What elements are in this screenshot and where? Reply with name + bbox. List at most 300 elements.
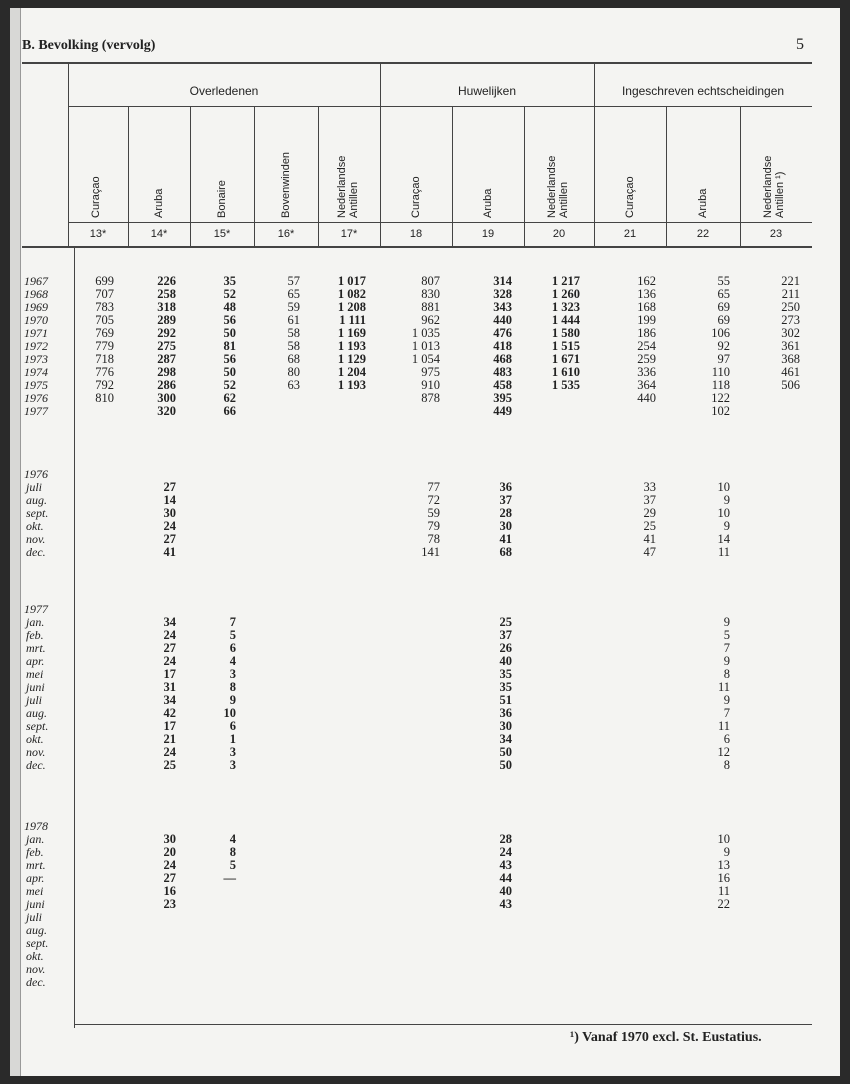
col-number: 21 bbox=[623, 228, 637, 240]
table-cell: 41 bbox=[163, 545, 176, 559]
table-cell: 162 bbox=[637, 274, 656, 288]
bottom-rule bbox=[74, 1024, 812, 1025]
table-cell: 881 bbox=[421, 300, 440, 314]
table-cell: 8 bbox=[723, 758, 730, 772]
row-label: 1971 bbox=[24, 326, 48, 340]
row-label: 1973 bbox=[24, 352, 48, 366]
table-cell: 11 bbox=[717, 545, 730, 559]
table-cell: 12 bbox=[717, 745, 730, 759]
table-cell: 22 bbox=[717, 897, 730, 911]
table-cell: 705 bbox=[95, 313, 114, 327]
table-cell: 122 bbox=[711, 391, 730, 405]
table-cell: 8 bbox=[723, 667, 730, 681]
table-cell: 211 bbox=[781, 287, 800, 301]
page-number: 5 bbox=[796, 36, 804, 53]
table-cell: 254 bbox=[637, 339, 656, 353]
col-label: Bonaire bbox=[216, 180, 228, 218]
vrule bbox=[254, 106, 255, 248]
table-cell: 336 bbox=[637, 365, 656, 379]
row-label: 1970 bbox=[24, 313, 48, 327]
table-cell: 1 bbox=[229, 732, 236, 746]
table-cell: 110 bbox=[711, 365, 730, 379]
col-number: 18 bbox=[409, 228, 423, 240]
table-cell: 55 bbox=[717, 274, 730, 288]
row-label: aug. bbox=[26, 706, 47, 720]
binding-edge bbox=[10, 8, 21, 1076]
row-label: feb. bbox=[26, 845, 44, 859]
table-cell: 1 017 bbox=[337, 274, 366, 288]
table-cell: 16 bbox=[163, 884, 176, 898]
table-cell: — bbox=[223, 871, 236, 885]
table-cell: 29 bbox=[643, 506, 656, 520]
table-cell: 97 bbox=[717, 352, 730, 366]
row-label: juni bbox=[26, 680, 45, 694]
table-cell: 25 bbox=[643, 519, 656, 533]
table-cell: 10 bbox=[223, 706, 236, 720]
vrule bbox=[452, 106, 453, 248]
table-cell: 11 bbox=[717, 680, 730, 694]
table-cell: 273 bbox=[781, 313, 800, 327]
table-cell: 221 bbox=[781, 274, 800, 288]
table-cell: 13 bbox=[717, 858, 730, 872]
table-cell: 962 bbox=[421, 313, 440, 327]
group-huwelijken: Huwelijken bbox=[457, 84, 517, 98]
row-label: 1975 bbox=[24, 378, 48, 392]
col-number: 15* bbox=[213, 228, 231, 240]
page-title: B. Bevolking (vervolg) bbox=[22, 38, 156, 53]
table-cell: 136 bbox=[637, 287, 656, 301]
table-cell: 27 bbox=[163, 871, 176, 885]
table-cell: 328 bbox=[493, 287, 512, 301]
table-cell: 33 bbox=[643, 480, 656, 494]
row-label: feb. bbox=[26, 628, 44, 642]
table-cell: 792 bbox=[95, 378, 114, 392]
table-cell: 27 bbox=[163, 532, 176, 546]
table-cell: 23 bbox=[163, 897, 176, 911]
table-cell: 1 217 bbox=[551, 274, 580, 288]
table-cell: 62 bbox=[223, 391, 236, 405]
table-cell: 24 bbox=[499, 845, 512, 859]
table-cell: 34 bbox=[163, 693, 176, 707]
table-cell: 878 bbox=[421, 391, 440, 405]
table-cell: 830 bbox=[421, 287, 440, 301]
vrule bbox=[128, 106, 129, 248]
table-cell: 79 bbox=[427, 519, 440, 533]
table-cell: 81 bbox=[223, 339, 236, 353]
table-cell: 17 bbox=[163, 719, 176, 733]
table-cell: 449 bbox=[493, 404, 512, 418]
table-cell: 10 bbox=[717, 832, 730, 846]
col-number: 13* bbox=[89, 228, 107, 240]
section-year: 1977 bbox=[24, 602, 48, 616]
table-cell: 343 bbox=[493, 300, 512, 314]
row-label: 1968 bbox=[24, 287, 48, 301]
table-cell: 34 bbox=[499, 732, 512, 746]
table-cell: 65 bbox=[287, 287, 300, 301]
table-cell: 42 bbox=[163, 706, 176, 720]
col-label: Aruba bbox=[153, 188, 165, 218]
table-cell: 468 bbox=[493, 352, 512, 366]
row-label: nov. bbox=[26, 532, 46, 546]
row-label: nov. bbox=[26, 962, 46, 976]
table-cell: 30 bbox=[163, 832, 176, 846]
table-cell: 43 bbox=[499, 897, 512, 911]
row-label: sept. bbox=[26, 936, 49, 950]
table-cell: 9 bbox=[723, 615, 730, 629]
col-label: Nederlandse Antillen ¹) bbox=[762, 155, 786, 218]
table-cell: 3 bbox=[229, 745, 236, 759]
table-cell: 102 bbox=[711, 404, 730, 418]
table-cell: 28 bbox=[499, 832, 512, 846]
table-cell: 27 bbox=[163, 480, 176, 494]
table-cell: 298 bbox=[157, 365, 176, 379]
table-cell: 92 bbox=[717, 339, 730, 353]
table-cell: 718 bbox=[95, 352, 114, 366]
table-cell: 8 bbox=[229, 680, 236, 694]
table-cell: 3 bbox=[229, 758, 236, 772]
row-label: sept. bbox=[26, 719, 49, 733]
table-cell: 37 bbox=[643, 493, 656, 507]
table-cell: 78 bbox=[427, 532, 440, 546]
vrule bbox=[190, 106, 191, 248]
table-cell: 31 bbox=[163, 680, 176, 694]
row-label: juli bbox=[26, 910, 43, 924]
row-label: 1974 bbox=[24, 365, 48, 379]
table-cell: 286 bbox=[157, 378, 176, 392]
table-cell: 65 bbox=[717, 287, 730, 301]
table-cell: 14 bbox=[717, 532, 730, 546]
table-cell: 1 111 bbox=[339, 313, 366, 327]
table-cell: 66 bbox=[223, 404, 236, 418]
table-cell: 50 bbox=[223, 365, 236, 379]
table-cell: 25 bbox=[499, 615, 512, 629]
table-cell: 72 bbox=[427, 493, 440, 507]
row-label: nov. bbox=[26, 745, 46, 759]
table-cell: 44 bbox=[499, 871, 512, 885]
col-label: Aruba bbox=[697, 188, 709, 218]
table-cell: 368 bbox=[781, 352, 800, 366]
table-cell: 16 bbox=[717, 871, 730, 885]
row-label: 1976 bbox=[24, 391, 48, 405]
table-cell: 1 013 bbox=[411, 339, 440, 353]
table-cell: 440 bbox=[493, 313, 512, 327]
table-cell: 7 bbox=[723, 641, 730, 655]
table-cell: 476 bbox=[493, 326, 512, 340]
vrule bbox=[68, 64, 69, 248]
row-label: okt. bbox=[26, 732, 44, 746]
table-cell: 141 bbox=[421, 545, 440, 559]
table-cell: 1 035 bbox=[411, 326, 440, 340]
row-label: juli bbox=[26, 480, 43, 494]
col-label: Curaçao bbox=[410, 176, 422, 218]
table-cell: 9 bbox=[723, 845, 730, 859]
table-cell: 37 bbox=[499, 493, 512, 507]
table-cell: 807 bbox=[421, 274, 440, 288]
section-year: 1978 bbox=[24, 819, 48, 833]
row-label: dec. bbox=[26, 545, 46, 559]
table-cell: 52 bbox=[223, 287, 236, 301]
table-cell: 318 bbox=[157, 300, 176, 314]
table-cell: 56 bbox=[223, 313, 236, 327]
table-cell: 1 082 bbox=[337, 287, 366, 301]
col-label: Curaçao bbox=[90, 176, 102, 218]
row-label: 1977 bbox=[24, 404, 48, 418]
row-label: mei bbox=[26, 884, 44, 898]
table-cell: 910 bbox=[421, 378, 440, 392]
table-cell: 43 bbox=[499, 858, 512, 872]
table-cell: 1 208 bbox=[337, 300, 366, 314]
table-cell: 506 bbox=[781, 378, 800, 392]
col-label: Nederlandse Antillen bbox=[336, 155, 360, 218]
col-number: 16* bbox=[277, 228, 295, 240]
table-cell: 77 bbox=[427, 480, 440, 494]
table-cell: 61 bbox=[287, 313, 300, 327]
table-cell: 14 bbox=[163, 493, 176, 507]
table-cell: 395 bbox=[493, 391, 512, 405]
table-cell: 418 bbox=[493, 339, 512, 353]
col-number: 17* bbox=[340, 228, 358, 240]
table-cell: 118 bbox=[711, 378, 730, 392]
table-cell: 24 bbox=[163, 858, 176, 872]
table-cell: 50 bbox=[223, 326, 236, 340]
group-overleden: Overledenen bbox=[189, 84, 259, 98]
table-cell: 59 bbox=[427, 506, 440, 520]
table-cell: 1 323 bbox=[551, 300, 580, 314]
row-label: okt. bbox=[26, 949, 44, 963]
row-label: juli bbox=[26, 693, 43, 707]
row-label: mei bbox=[26, 667, 44, 681]
table-cell: 9 bbox=[229, 693, 236, 707]
table-cell: 68 bbox=[287, 352, 300, 366]
table-cell: 302 bbox=[781, 326, 800, 340]
table-cell: 199 bbox=[637, 313, 656, 327]
table-cell: 106 bbox=[711, 326, 730, 340]
row-label: 1969 bbox=[24, 300, 48, 314]
col-label: Bovenwinden bbox=[280, 151, 292, 218]
table-cell: 5 bbox=[229, 628, 236, 642]
table-cell: 314 bbox=[493, 274, 512, 288]
table-cell: 10 bbox=[717, 506, 730, 520]
top-rule bbox=[22, 62, 812, 64]
table-cell: 9 bbox=[723, 693, 730, 707]
table-cell: 58 bbox=[287, 326, 300, 340]
table-cell: 59 bbox=[287, 300, 300, 314]
table-cell: 1 193 bbox=[337, 339, 366, 353]
table-cell: 21 bbox=[163, 732, 176, 746]
table-cell: 50 bbox=[499, 745, 512, 759]
table-cell: 58 bbox=[287, 339, 300, 353]
header-bottom-rule bbox=[22, 246, 812, 248]
footnote: ¹) Vanaf 1970 excl. St. Eustatius. bbox=[570, 1030, 762, 1045]
table-cell: 699 bbox=[95, 274, 114, 288]
row-label: dec. bbox=[26, 975, 46, 989]
table-cell: 47 bbox=[643, 545, 656, 559]
table-cell: 292 bbox=[157, 326, 176, 340]
col-label: Nederlandse Antillen bbox=[546, 155, 570, 218]
table-cell: 68 bbox=[499, 545, 512, 559]
table-cell: 30 bbox=[499, 719, 512, 733]
table-cell: 40 bbox=[499, 884, 512, 898]
table-cell: 8 bbox=[229, 845, 236, 859]
table-cell: 27 bbox=[163, 641, 176, 655]
table-cell: 707 bbox=[95, 287, 114, 301]
table-cell: 1 169 bbox=[337, 326, 366, 340]
vrule bbox=[524, 106, 525, 248]
table-cell: 458 bbox=[493, 378, 512, 392]
table-cell: 35 bbox=[223, 274, 236, 288]
table-cell: 4 bbox=[229, 654, 236, 668]
table-cell: 810 bbox=[95, 391, 114, 405]
row-label: mrt. bbox=[26, 641, 46, 655]
table-cell: 776 bbox=[95, 365, 114, 379]
group-rule bbox=[68, 106, 812, 107]
col-label: Aruba bbox=[482, 188, 494, 218]
col-number: 14* bbox=[150, 228, 168, 240]
col-number: 19 bbox=[481, 228, 495, 240]
table-cell: 41 bbox=[643, 532, 656, 546]
table-cell: 26 bbox=[499, 641, 512, 655]
table-cell: 226 bbox=[157, 274, 176, 288]
table-cell: 69 bbox=[717, 300, 730, 314]
col-label: Curaçao bbox=[624, 176, 636, 218]
group-scheidingen: Ingeschreven echtscheidingen bbox=[621, 84, 785, 98]
table-cell: 9 bbox=[723, 493, 730, 507]
row-label: dec. bbox=[26, 758, 46, 772]
table-cell: 483 bbox=[493, 365, 512, 379]
table-cell: 975 bbox=[421, 365, 440, 379]
table-cell: 769 bbox=[95, 326, 114, 340]
table-cell: 11 bbox=[717, 884, 730, 898]
section-year: 1976 bbox=[24, 467, 48, 481]
table-cell: 300 bbox=[157, 391, 176, 405]
table-cell: 24 bbox=[163, 654, 176, 668]
table-cell: 35 bbox=[499, 680, 512, 694]
table-cell: 20 bbox=[163, 845, 176, 859]
document-page bbox=[10, 8, 840, 1076]
table-cell: 1 129 bbox=[337, 352, 366, 366]
table-cell: 40 bbox=[499, 654, 512, 668]
vrule bbox=[740, 106, 741, 248]
table-cell: 9 bbox=[723, 519, 730, 533]
table-cell: 56 bbox=[223, 352, 236, 366]
table-cell: 1 671 bbox=[551, 352, 580, 366]
table-cell: 186 bbox=[637, 326, 656, 340]
table-cell: 9 bbox=[723, 654, 730, 668]
table-cell: 25 bbox=[163, 758, 176, 772]
table-cell: 6 bbox=[723, 732, 730, 746]
table-cell: 36 bbox=[499, 706, 512, 720]
table-cell: 364 bbox=[637, 378, 656, 392]
row-label: jan. bbox=[26, 615, 45, 629]
vrule bbox=[666, 106, 667, 248]
table-cell: 168 bbox=[637, 300, 656, 314]
table-cell: 1 610 bbox=[551, 365, 580, 379]
row-label: 1967 bbox=[24, 274, 48, 288]
row-label: mrt. bbox=[26, 858, 46, 872]
vrule bbox=[594, 64, 595, 248]
table-cell: 10 bbox=[717, 480, 730, 494]
vrule bbox=[318, 106, 319, 248]
table-cell: 1 054 bbox=[411, 352, 440, 366]
table-cell: 1 193 bbox=[337, 378, 366, 392]
table-cell: 4 bbox=[229, 832, 236, 846]
table-cell: 11 bbox=[717, 719, 730, 733]
table-cell: 30 bbox=[499, 519, 512, 533]
table-cell: 289 bbox=[157, 313, 176, 327]
table-cell: 783 bbox=[95, 300, 114, 314]
col-number: 23 bbox=[769, 228, 783, 240]
table-cell: 3 bbox=[229, 667, 236, 681]
table-cell: 80 bbox=[287, 365, 300, 379]
table-cell: 1 260 bbox=[551, 287, 580, 301]
table-cell: 361 bbox=[781, 339, 800, 353]
table-cell: 1 580 bbox=[551, 326, 580, 340]
table-cell: 6 bbox=[229, 641, 236, 655]
table-cell: 28 bbox=[499, 506, 512, 520]
table-cell: 51 bbox=[499, 693, 512, 707]
table-cell: 287 bbox=[157, 352, 176, 366]
row-label: sept. bbox=[26, 506, 49, 520]
row-label: juni bbox=[26, 897, 45, 911]
table-cell: 7 bbox=[229, 615, 236, 629]
row-label: apr. bbox=[26, 654, 45, 668]
table-cell: 30 bbox=[163, 506, 176, 520]
table-cell: 24 bbox=[163, 745, 176, 759]
table-cell: 24 bbox=[163, 519, 176, 533]
row-label: okt. bbox=[26, 519, 44, 533]
table-cell: 7 bbox=[723, 706, 730, 720]
table-cell: 52 bbox=[223, 378, 236, 392]
table-cell: 17 bbox=[163, 667, 176, 681]
table-cell: 1 444 bbox=[551, 313, 580, 327]
table-cell: 1 535 bbox=[551, 378, 580, 392]
table-cell: 5 bbox=[229, 858, 236, 872]
table-cell: 259 bbox=[637, 352, 656, 366]
table-cell: 35 bbox=[499, 667, 512, 681]
row-label: aug. bbox=[26, 923, 47, 937]
table-cell: 69 bbox=[717, 313, 730, 327]
table-cell: 779 bbox=[95, 339, 114, 353]
table-cell: 275 bbox=[157, 339, 176, 353]
table-cell: 50 bbox=[499, 758, 512, 772]
table-cell: 63 bbox=[287, 378, 300, 392]
table-cell: 41 bbox=[499, 532, 512, 546]
table-cell: 250 bbox=[781, 300, 800, 314]
vrule bbox=[380, 64, 381, 248]
table-cell: 36 bbox=[499, 480, 512, 494]
table-cell: 461 bbox=[781, 365, 800, 379]
table-cell: 34 bbox=[163, 615, 176, 629]
table-cell: 258 bbox=[157, 287, 176, 301]
row-label: jan. bbox=[26, 832, 45, 846]
table-cell: 440 bbox=[637, 391, 656, 405]
table-cell: 24 bbox=[163, 628, 176, 642]
table-cell: 6 bbox=[229, 719, 236, 733]
table-cell: 320 bbox=[157, 404, 176, 418]
col-number: 22 bbox=[696, 228, 710, 240]
table-cell: 57 bbox=[287, 274, 300, 288]
table-cell: 1 515 bbox=[551, 339, 580, 353]
table-cell: 37 bbox=[499, 628, 512, 642]
row-label: apr. bbox=[26, 871, 45, 885]
row-label: 1972 bbox=[24, 339, 48, 353]
col-number: 20 bbox=[552, 228, 566, 240]
table-cell: 1 204 bbox=[337, 365, 366, 379]
table-cell: 5 bbox=[723, 628, 730, 642]
table-cell: 48 bbox=[223, 300, 236, 314]
label-rule bbox=[68, 222, 812, 223]
row-label: aug. bbox=[26, 493, 47, 507]
